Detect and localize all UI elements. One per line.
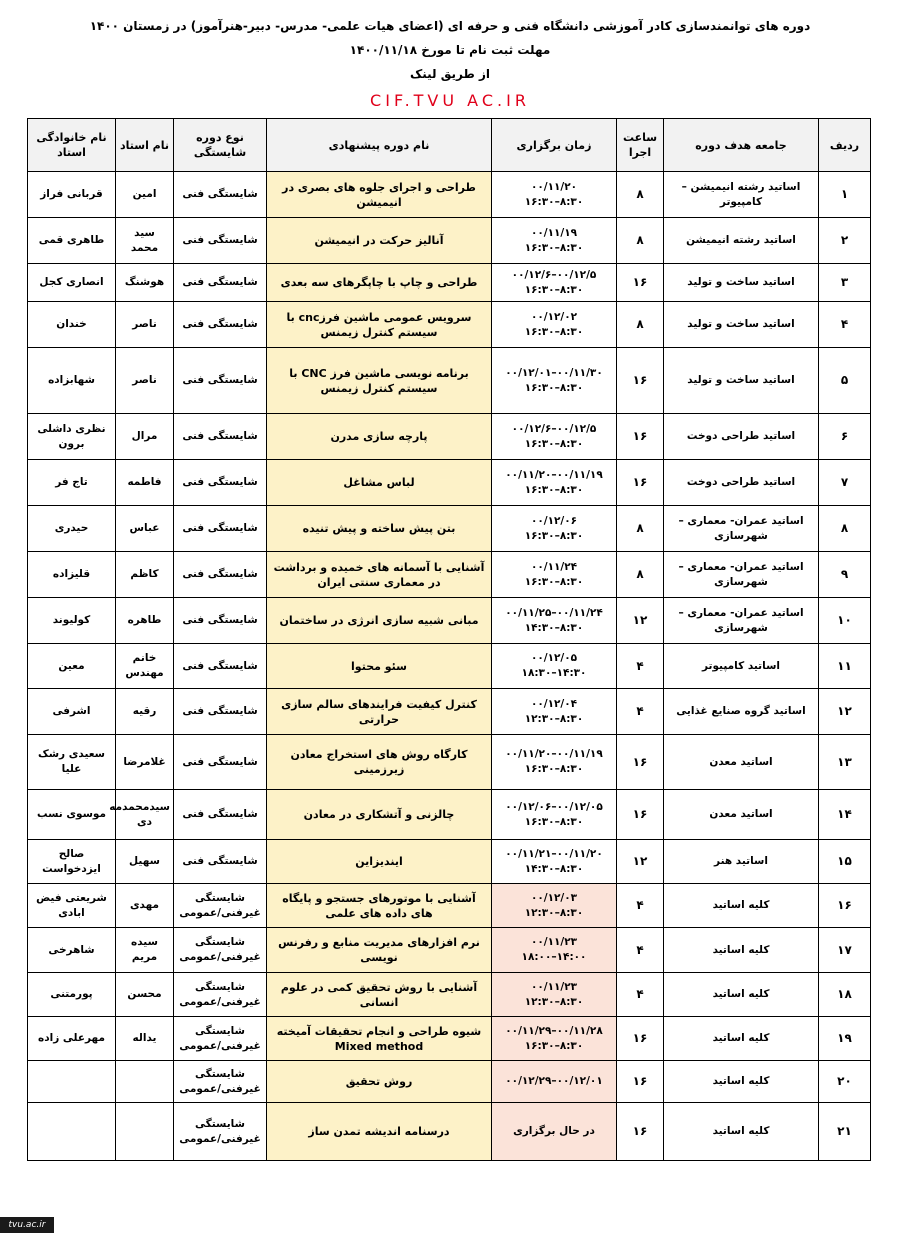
cell-last-name: انصاری کجل xyxy=(28,264,116,302)
schedule-date: ۰۰/۱۱/۲۰–۰۰/۱۱/۲۱ xyxy=(505,847,603,860)
cell-target: کلیه اساتید xyxy=(664,1061,819,1103)
schedule-date: ۰۰/۱۱/۲۸–۰۰/۱۱/۲۹ xyxy=(505,1024,603,1037)
cell-type: شایستگی فنی xyxy=(174,172,267,218)
schedule-date: ۰۰/۱۱/۱۹ xyxy=(530,226,578,239)
table-row xyxy=(28,840,871,884)
schedule-date: ۰۰/۱۲/۰۴ xyxy=(530,697,578,710)
table-row xyxy=(28,348,871,414)
cell-type: شایستگی غیرفنی/عمومی xyxy=(174,1017,267,1061)
table-row xyxy=(28,460,871,506)
cell-target: اساتید معدن xyxy=(664,735,819,790)
cell-type: شایستگی فنی xyxy=(174,689,267,735)
registration-deadline: مهلت ثبت نام تا مورخ ۱۴۰۰/۱۱/۱۸ xyxy=(349,43,551,57)
cell-row-number: ۸ xyxy=(819,506,871,552)
cell-type: شایستگی غیرفنی/عمومی xyxy=(174,973,267,1017)
schedule-time: ۸:۳۰–۱۶:۳۰ xyxy=(524,815,584,828)
cell-course: شیوه طراحی و انجام تحقیقات آمیخته Mixed method xyxy=(267,1017,492,1061)
cell-hours: ۱۶ xyxy=(617,1061,664,1103)
cell-last-name: شریعتی فیض ابادی xyxy=(28,884,116,928)
cell-first-name: سهیل xyxy=(116,840,174,884)
table-row xyxy=(28,172,871,218)
cell-schedule xyxy=(492,598,617,644)
cell-schedule xyxy=(492,264,617,302)
cell-target: اساتید هنر xyxy=(664,840,819,884)
schedule-time: ۸:۳۰–۱۶:۳۰ xyxy=(524,575,584,588)
cell-schedule xyxy=(492,1061,617,1103)
col-header-target: جامعه هدف دوره xyxy=(664,119,819,172)
table-body xyxy=(28,172,871,1161)
cell-last-name: موسوی نسب xyxy=(28,790,116,840)
cell-course: آشنایی با موتورهای جستجو و پایگاه های داده های علمی xyxy=(267,884,492,928)
cell-schedule xyxy=(492,1103,617,1161)
cell-last-name: سعیدی رشک علیا xyxy=(28,735,116,790)
cell-schedule xyxy=(492,884,617,928)
cell-row-number: ۱۶ xyxy=(819,884,871,928)
cell-last-name: طاهری قمی xyxy=(28,218,116,264)
cell-course: روش تحقیق xyxy=(267,1061,492,1103)
schedule-date: ۰۰/۱۲/۰۶ xyxy=(530,514,578,527)
cell-hours: ۱۶ xyxy=(617,1103,664,1161)
cell-type: شایستگی فنی xyxy=(174,264,267,302)
cell-schedule xyxy=(492,973,617,1017)
cell-schedule xyxy=(492,1017,617,1061)
cell-row-number: ۳ xyxy=(819,264,871,302)
cell-last-name: اشرفی xyxy=(28,689,116,735)
cell-type: شایستگی فنی xyxy=(174,552,267,598)
cell-course: کنترل کیفیت فرایندهای سالم سازی حرارتی xyxy=(267,689,492,735)
cell-course: طراحی و اجرای جلوه های بصری در انیمیشن xyxy=(267,172,492,218)
schedule-date: ۰۰/۱۲/۰۳ xyxy=(530,891,578,904)
schedule-date: ۰۰/۱۲/۰۲ xyxy=(530,310,578,323)
cell-type: شایستگی غیرفنی/عمومی xyxy=(174,884,267,928)
cell-row-number: ۱۳ xyxy=(819,735,871,790)
cell-type: شایستگی فنی xyxy=(174,460,267,506)
cell-type: شایستگی فنی xyxy=(174,644,267,689)
tvu-logo: tvu.ac.ir xyxy=(0,1217,54,1233)
cell-course: لباس مشاغل xyxy=(267,460,492,506)
cell-first-name: هوشنگ xyxy=(116,264,174,302)
schedule-date: ۰۰/۱۱/۱۹–۰۰/۱۱/۲۰ xyxy=(505,468,603,481)
table-row xyxy=(28,644,871,689)
cell-last-name: حیدری xyxy=(28,506,116,552)
cell-last-name: صالح ایزدخواست xyxy=(28,840,116,884)
schedule-time: ۸:۳۰–۱۶:۳۰ xyxy=(524,763,584,775)
cell-hours: ۸ xyxy=(617,172,664,218)
schedule-date: ۰۰/۱۱/۲۴–۰۰/۱۱/۲۵ xyxy=(505,606,603,619)
cell-target: کلیه اساتید xyxy=(664,928,819,973)
cell-schedule xyxy=(492,928,617,973)
table-row xyxy=(28,1061,871,1103)
cell-course: پارچه سازی مدرن xyxy=(267,414,492,460)
cell-schedule xyxy=(492,552,617,598)
table-row xyxy=(28,506,871,552)
cell-type: شایستگی فنی xyxy=(174,302,267,348)
cell-type: شایستگی فنی xyxy=(174,414,267,460)
cell-first-name: محسن xyxy=(116,973,174,1017)
table-row xyxy=(28,302,871,348)
schedule-date: ۰۰/۱۲/۵–۰۰/۱۲/۶ xyxy=(511,268,597,281)
cell-row-number: ۶ xyxy=(819,414,871,460)
cell-row-number: ۱۸ xyxy=(819,973,871,1017)
cell-target: اساتید عمران- معماری – شهرسازی xyxy=(664,598,819,644)
cell-target: اساتید عمران- معماری – شهرسازی xyxy=(664,506,819,552)
cell-target: اساتید کامپیوتر xyxy=(664,644,819,689)
col-header-hours: ساعت اجرا xyxy=(617,119,664,172)
cell-first-name: امین xyxy=(116,172,174,218)
cell-last-name: خندان xyxy=(28,302,116,348)
table-row xyxy=(28,264,871,302)
cell-course: بتن پیش ساخته و پیش تنیده xyxy=(267,506,492,552)
cell-last-name: شهابزاده xyxy=(28,348,116,414)
cell-first-name: رقیه xyxy=(116,689,174,735)
col-header-first-name: نام استاد xyxy=(116,119,174,172)
table-row xyxy=(28,790,871,840)
schedule-date: ۰۰/۱۲/۰۱–۰۰/۱۲/۲۹ xyxy=(505,1075,603,1087)
cell-first-name: مرال xyxy=(116,414,174,460)
cell-first-name: سیدمحمدمه دی xyxy=(116,790,174,840)
cell-hours: ۸ xyxy=(617,506,664,552)
cell-schedule xyxy=(492,735,617,790)
table-row xyxy=(28,552,871,598)
schedule-time: ۸:۳۰–۱۲:۳۰ xyxy=(524,906,584,919)
schedule-time: ۸:۳۰–۱۶:۳۰ xyxy=(524,529,584,542)
cell-type: شایستگی غیرفنی/عمومی xyxy=(174,928,267,973)
cell-schedule xyxy=(492,460,617,506)
cell-target: اساتید ساخت و تولید xyxy=(664,264,819,302)
col-header-last-name: نام خانوادگی استاد xyxy=(28,119,116,172)
registration-link[interactable]: CIF.TVU AC.IR xyxy=(370,91,530,110)
table-header-row xyxy=(28,119,871,172)
cell-type: شایستگی فنی xyxy=(174,840,267,884)
schedule-time: ۸:۳۰–۱۶:۳۰ xyxy=(524,195,584,208)
cell-type: شایستگی فنی xyxy=(174,348,267,414)
schedule-time: ۸:۳۰–۱۶:۳۰ xyxy=(524,483,584,496)
cell-last-name: پورمتنی xyxy=(28,973,116,1017)
cell-target: کلیه اساتید xyxy=(664,1017,819,1061)
table-row xyxy=(28,1103,871,1161)
cell-hours: ۱۶ xyxy=(617,735,664,790)
cell-schedule xyxy=(492,218,617,264)
cell-hours: ۴ xyxy=(617,884,664,928)
courses-table xyxy=(27,118,871,1161)
cell-target: کلیه اساتید xyxy=(664,884,819,928)
cell-schedule xyxy=(492,414,617,460)
cell-first-name: یداله xyxy=(116,1017,174,1061)
cell-hours: ۱۲ xyxy=(617,840,664,884)
cell-first-name: سید محمد xyxy=(116,218,174,264)
cell-target: اساتید ساخت و تولید xyxy=(664,302,819,348)
cell-row-number: ۱۰ xyxy=(819,598,871,644)
schedule-time: ۸:۳۰–۱۴:۳۰ xyxy=(524,862,584,875)
schedule-time: ۸:۳۰–۱۶:۳۰ xyxy=(524,1039,584,1052)
cell-hours: ۱۲ xyxy=(617,598,664,644)
cell-first-name: عباس xyxy=(116,506,174,552)
cell-type: شایستگی فنی xyxy=(174,790,267,840)
schedule-time: ۸:۳۰–۱۶:۳۰ xyxy=(524,241,584,254)
cell-last-name: قربانی فراز xyxy=(28,172,116,218)
cell-target: اساتید معدن xyxy=(664,790,819,840)
via-link-label: از طریق لینک xyxy=(409,67,491,81)
cell-row-number: ۱۹ xyxy=(819,1017,871,1061)
cell-hours: ۱۶ xyxy=(617,414,664,460)
cell-row-number: ۱۴ xyxy=(819,790,871,840)
cell-last-name: قلیزاده xyxy=(28,552,116,598)
page-title: دوره های توانمندسازی کادر آموزشی دانشگاه فنی و حرفه ای (اعضای هیات علمی- مدرس- دبیر-هنرآموز) در زمستان ۱۴۰۰ xyxy=(89,19,811,33)
cell-course: آشنایی با آسمانه های خمیده و برداشت در معماری سنتی ایران xyxy=(267,552,492,598)
schedule-date: ۰۰/۱۲/۵–۰۰/۱۲/۶ xyxy=(511,422,597,435)
schedule-date: ۰۰/۱۲/۰۵–۰۰/۱۲/۰۶ xyxy=(505,800,603,813)
cell-last-name xyxy=(28,1103,116,1161)
cell-row-number: ۲ xyxy=(819,218,871,264)
cell-course: ایندیزاین xyxy=(267,840,492,884)
cell-course: کارگاه روش های استخراج معادن زیرزمینی xyxy=(267,735,492,790)
schedule-time: ۱۴:۳۰–۱۸:۳۰ xyxy=(521,667,587,679)
cell-target: کلیه اساتید xyxy=(664,1103,819,1161)
cell-hours: ۱۶ xyxy=(617,264,664,302)
schedule-time: ۸:۳۰–۱۲:۳۰ xyxy=(524,995,584,1008)
cell-last-name xyxy=(28,1061,116,1103)
cell-row-number: ۲۱ xyxy=(819,1103,871,1161)
table-row xyxy=(28,1017,871,1061)
cell-target: اساتید طراحی دوخت xyxy=(664,460,819,506)
cell-type: شایستگی غیرفنی/عمومی xyxy=(174,1103,267,1161)
cell-target: اساتید طراحی دوخت xyxy=(664,414,819,460)
cell-schedule xyxy=(492,172,617,218)
col-header-schedule: زمان برگزاری xyxy=(492,119,617,172)
table-row xyxy=(28,973,871,1017)
cell-hours: ۴ xyxy=(617,689,664,735)
cell-row-number: ۱۱ xyxy=(819,644,871,689)
cell-first-name xyxy=(116,1103,174,1161)
schedule-date: ۰۰/۱۱/۱۹–۰۰/۱۱/۲۰ xyxy=(505,748,603,760)
schedule-date: ۰۰/۱۱/۲۳ xyxy=(530,936,578,948)
cell-last-name: معین xyxy=(28,644,116,689)
cell-hours: ۸ xyxy=(617,302,664,348)
cell-last-name: تاج فر xyxy=(28,460,116,506)
schedule-date: ۰۰/۱۱/۲۴ xyxy=(530,560,578,573)
cell-hours: ۴ xyxy=(617,928,664,973)
col-header-type: نوع دوره شایستگی xyxy=(174,119,267,172)
schedule-date: ۰۰/۱۱/۲۰ xyxy=(530,180,578,193)
table-row xyxy=(28,218,871,264)
cell-course: مبانی شبیه سازی انرژی در ساختمان xyxy=(267,598,492,644)
cell-hours: ۱۶ xyxy=(617,460,664,506)
cell-type: شایستگی فنی xyxy=(174,218,267,264)
cell-type: شایستگی فنی xyxy=(174,735,267,790)
table-row xyxy=(28,598,871,644)
cell-course: نرم افزارهای مدیریت منابع و رفرنس نویسی xyxy=(267,928,492,973)
cell-schedule xyxy=(492,644,617,689)
schedule-time: ۸:۳۰–۱۲:۳۰ xyxy=(524,712,584,725)
page-header xyxy=(0,14,900,114)
cell-course: درسنامه اندیشه تمدن ساز xyxy=(267,1103,492,1161)
cell-course: سئو محتوا xyxy=(267,644,492,689)
cell-first-name: ناصر xyxy=(116,348,174,414)
cell-first-name: سیده مریم xyxy=(116,928,174,973)
cell-course: طراحی و چاپ با چاپگرهای سه بعدی xyxy=(267,264,492,302)
cell-row-number: ۴ xyxy=(819,302,871,348)
cell-hours: ۸ xyxy=(617,552,664,598)
cell-row-number: ۷ xyxy=(819,460,871,506)
cell-last-name: شاهرخی xyxy=(28,928,116,973)
cell-schedule xyxy=(492,506,617,552)
table-row xyxy=(28,689,871,735)
col-header-row-number: ردیف xyxy=(819,119,871,172)
cell-hours: ۴ xyxy=(617,644,664,689)
cell-last-name: نظری داشلی برون xyxy=(28,414,116,460)
cell-type: شایستگی فنی xyxy=(174,598,267,644)
table-row xyxy=(28,884,871,928)
cell-schedule xyxy=(492,790,617,840)
cell-first-name: خانم مهندس xyxy=(116,644,174,689)
cell-last-name: کولیوند xyxy=(28,598,116,644)
cell-course: سرویس عمومی ماشین فرزcnc با سیستم کنترل زیمنس xyxy=(267,302,492,348)
cell-first-name: کاظم xyxy=(116,552,174,598)
cell-row-number: ۹ xyxy=(819,552,871,598)
schedule-time: ۸:۳۰–۱۶:۳۰ xyxy=(524,437,584,450)
cell-hours: ۱۶ xyxy=(617,1017,664,1061)
cell-course: آشنایی با روش تحقیق کمی در علوم انسانی xyxy=(267,973,492,1017)
cell-first-name xyxy=(116,1061,174,1103)
cell-row-number: ۱ xyxy=(819,172,871,218)
cell-schedule xyxy=(492,840,617,884)
schedule-date: ۰۰/۱۱/۳۰–۰۰/۱۲/۰۱ xyxy=(505,366,603,379)
cell-target: کلیه اساتید xyxy=(664,973,819,1017)
table-row xyxy=(28,735,871,790)
cell-course: برنامه نویسی ماشین فرز CNC با سیستم کنترل زیمنس xyxy=(267,348,492,414)
cell-course: آنالیز حرکت در انیمیشن xyxy=(267,218,492,264)
schedule-time: ۱۴:۰۰–۱۸:۰۰ xyxy=(521,951,587,963)
cell-hours: ۸ xyxy=(617,218,664,264)
cell-schedule xyxy=(492,302,617,348)
cell-hours: ۱۶ xyxy=(617,790,664,840)
cell-hours: ۱۶ xyxy=(617,348,664,414)
cell-target: اساتید گروه صنایع غذایی xyxy=(664,689,819,735)
cell-first-name: مهدی xyxy=(116,884,174,928)
cell-row-number: ۲۰ xyxy=(819,1061,871,1103)
schedule-date: در حال برگزاری xyxy=(513,1125,595,1137)
table-row xyxy=(28,928,871,973)
schedule-time: ۸:۳۰–۱۶:۳۰ xyxy=(524,381,584,394)
cell-row-number: ۵ xyxy=(819,348,871,414)
table-row xyxy=(28,414,871,460)
schedule-date: ۰۰/۱۲/۰۵ xyxy=(530,652,578,664)
cell-target: اساتید رشته انیمیشن –کامپیوتر xyxy=(664,172,819,218)
cell-course: چالزنی و آتشکاری در معادن xyxy=(267,790,492,840)
cell-row-number: ۱۵ xyxy=(819,840,871,884)
col-header-course: نام دوره پیشنهادی xyxy=(267,119,492,172)
cell-hours: ۴ xyxy=(617,973,664,1017)
cell-target: اساتید ساخت و تولید xyxy=(664,348,819,414)
schedule-time: ۸:۳۰–۱۶:۳۰ xyxy=(524,325,584,338)
cell-row-number: ۱۷ xyxy=(819,928,871,973)
cell-schedule xyxy=(492,348,617,414)
cell-target: اساتید رشته انیمیشن xyxy=(664,218,819,264)
cell-target: اساتید عمران- معماری – شهرسازی xyxy=(664,552,819,598)
cell-last-name: مهرعلی زاده xyxy=(28,1017,116,1061)
schedule-date: ۰۰/۱۱/۲۳ xyxy=(530,980,578,993)
cell-first-name: فاطمه xyxy=(116,460,174,506)
cell-type: شایستگی غیرفنی/عمومی xyxy=(174,1061,267,1103)
cell-first-name: غلامرضا xyxy=(116,735,174,790)
cell-type: شایستگی فنی xyxy=(174,506,267,552)
cell-first-name: ناصر xyxy=(116,302,174,348)
schedule-time: ۸:۳۰–۱۶:۳۰ xyxy=(524,283,584,296)
cell-row-number: ۱۲ xyxy=(819,689,871,735)
cell-first-name: طاهره xyxy=(116,598,174,644)
cell-schedule xyxy=(492,689,617,735)
schedule-time: ۸:۳۰–۱۴:۳۰ xyxy=(524,621,584,634)
